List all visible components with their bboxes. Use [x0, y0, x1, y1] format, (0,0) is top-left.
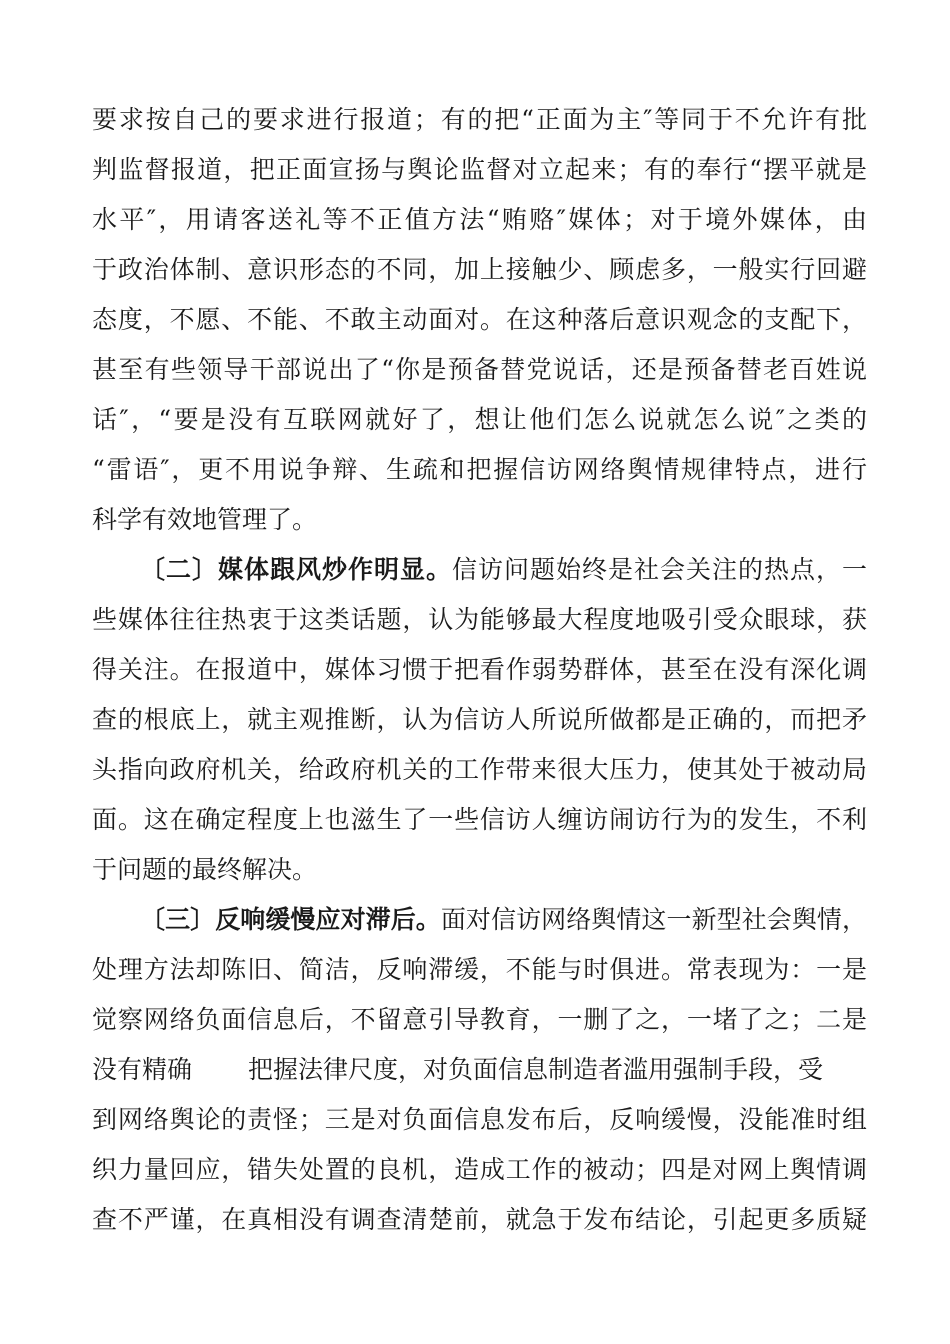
p1-line-7: 话″，“要是没有互联网就好了，想让他们怎么说就怎么说″之类的 [92, 405, 867, 434]
p3-line-6: 织力量回应，错失处置的良机，造成工作的被动；四是对网上舆情调 [92, 1155, 867, 1184]
p2-line-2: 些媒体往往热衷于这类话题，认为能够最大程度地吸引受众眼球，获 [92, 605, 867, 634]
p3-first-line [140, 898, 867, 942]
p3-heading: 〔三〕反响缓慢应对滞后。 [140, 905, 441, 934]
p1-line-6: 甚至有些领导干部说出了“你是预备替党说话，还是预备替老百姓说 [92, 355, 867, 384]
p2-line-5: 头指向政府机关，给政府机关的工作带来很大压力，使其处于被动局 [92, 755, 867, 784]
p1-line-3: 水平″，用请客送礼等不正值方法“贿赂″媒体；对于境外媒体，由 [92, 205, 867, 234]
p2-line-6: 面。这在确定程度上也滋生了一些信访人缠访闹访行为的发生，不利 [92, 805, 867, 834]
p1-line-8: “雷语″，更不用说争辩、生疏和把握信访网络舆情规律特点，进行 [92, 455, 867, 484]
p2-first-line [140, 548, 867, 592]
p3-line-3: 觉察网络负面信息后，不留意引导教育，一删了之，一堵了之；二是 [92, 1005, 867, 1034]
p3-line-7: 查不严谨，在真相没有调查清楚前，就急于发布结论，引起更多质疑 [92, 1205, 867, 1234]
p3-line-4-a: 没有精确 [92, 1055, 193, 1084]
p1-line-9: 科学有效地管理了。 [92, 505, 318, 534]
p2-heading: 〔二〕媒体跟风炒作明显。 [140, 555, 452, 584]
p1-line-2: 判监督报道，把正面宣扬与舆论监督对立起来；有的奉行“摆平就是 [92, 155, 867, 184]
p2-line-3: 得关注。在报道中，媒体习惯于把看作弱势群体，甚至在没有深化调 [92, 655, 867, 684]
p2-line-7: 于问题的最终解决。 [92, 855, 318, 884]
p2-line-4: 查的根底上，就主观推断，认为信访人所说所做都是正确的，而把矛 [92, 705, 867, 734]
p3-line-4 [92, 1048, 852, 1092]
p1-line-4: 于政治体制、意识形态的不同，加上接触少、顾虑多，一般实行回避 [92, 255, 867, 284]
p3-line-2: 处理方法却陈旧、简洁，反响滞缓，不能与时俱进。常表现为：一是 [92, 955, 867, 984]
p3-line-5: 到网络舆论的责怪；三是对负面信息发布后，反响缓慢，没能准时组 [92, 1105, 867, 1134]
p1-line-1: 要求按自己的要求进行报道；有的把“正面为主″等同于不允许有批 [92, 105, 867, 134]
p1-line-5: 态度，不愿、不能、不敢主动面对。在这种落后意识观念的支配下， [92, 305, 867, 334]
p2-first-line-text: 信访问题始终是社会关注的热点，一 [452, 555, 867, 584]
p3-first-line-text: 面对信访网络舆情这一新型社会舆情， [440, 905, 867, 934]
p3-line-4-b: 把握法律尺度，对负面信息制造者滥用强制手段，受 [248, 1055, 824, 1084]
